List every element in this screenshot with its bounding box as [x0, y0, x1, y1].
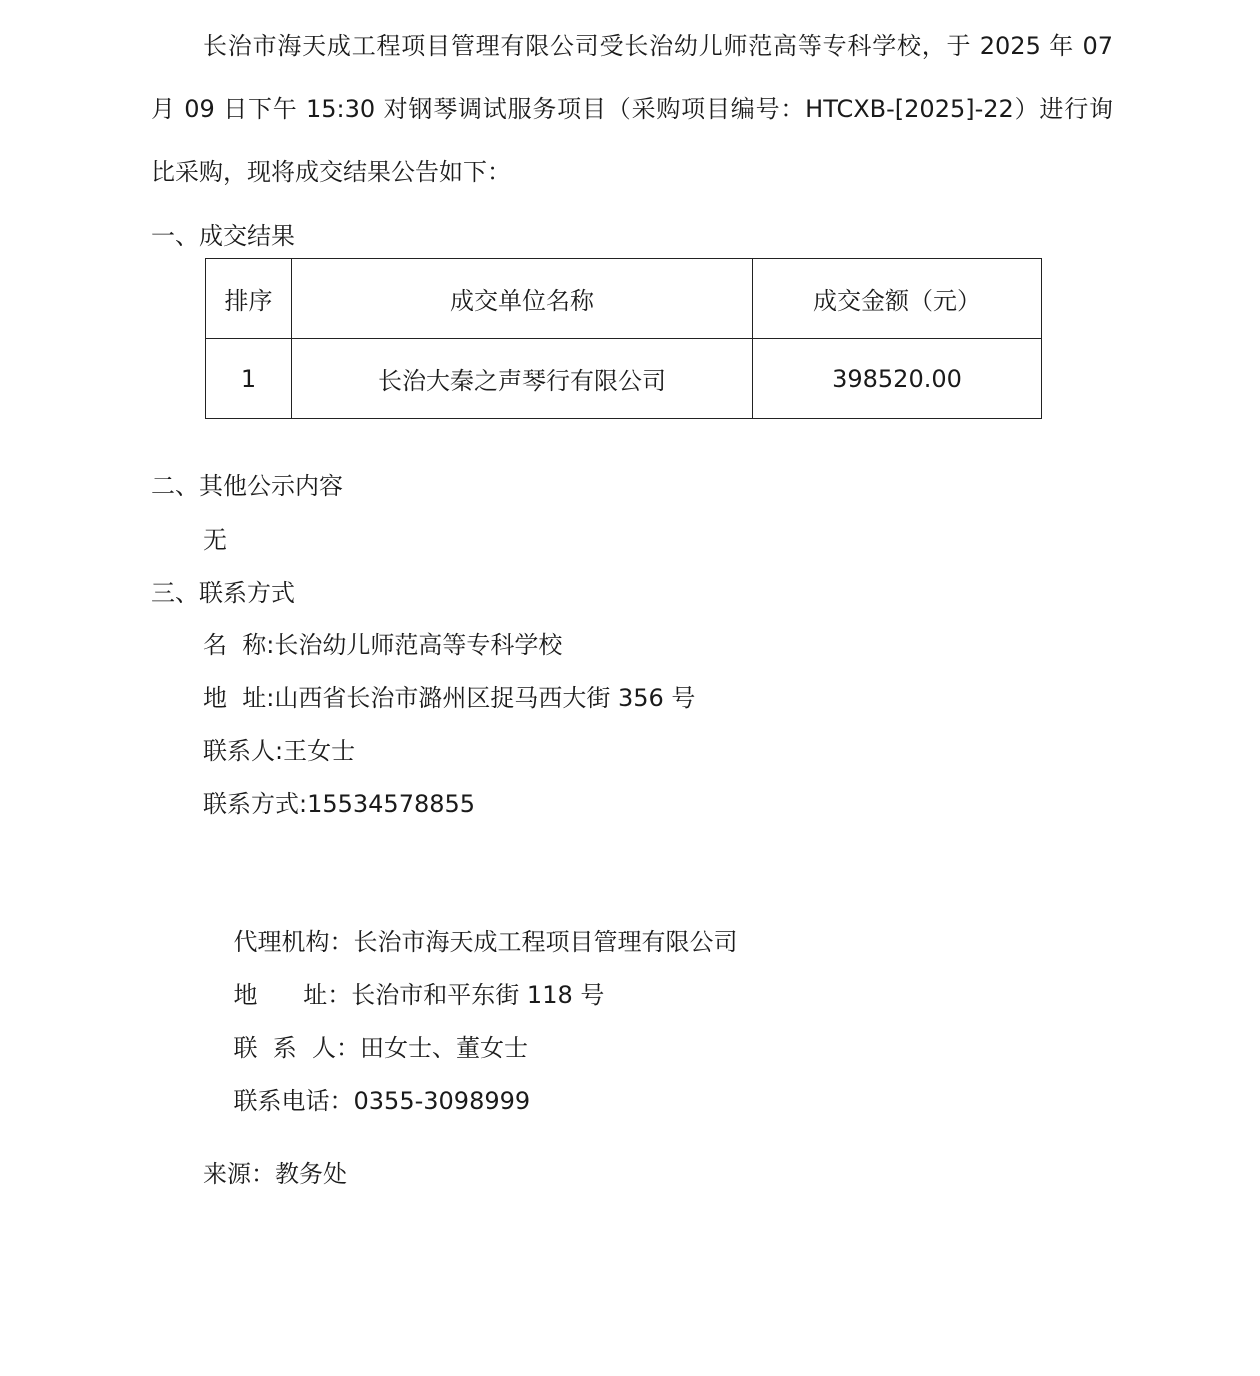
table-header-rank: 排序	[206, 259, 292, 339]
intro-line-2: 月 09 日下午 15:30 对钢琴调试服务项目（采购项目编号：HTCXB-[2025]-22）进行询	[151, 95, 1113, 123]
table-cell-rank: 1	[206, 339, 292, 419]
purchaser-address: 地 址:山西省长治市潞州区捉马西大街 356 号	[203, 684, 696, 712]
intro-line-1: 长治市海天成工程项目管理有限公司受长治幼儿师范高等专科学校，于 2025 年 07	[203, 32, 1113, 60]
agency-contact-value: 田女士、董女士	[360, 1034, 529, 1062]
result-table	[205, 258, 1042, 419]
source-line: 来源：教务处	[203, 1160, 347, 1188]
section-heading-result: 一、成交结果	[151, 222, 295, 250]
purchaser-phone: 联系方式:15534578855	[203, 790, 476, 818]
table-header-company: 成交单位名称	[292, 259, 753, 339]
agency-address-value: 长治市和平东街 118 号	[351, 981, 605, 1009]
agency-name-label: 代理机构：	[233, 928, 354, 956]
intro-line-3: 比采购，现将成交结果公告如下：	[151, 158, 511, 186]
table-header-row	[206, 259, 1042, 339]
table-row	[206, 339, 1042, 419]
purchaser-name: 名 称:长治幼儿师范高等专科学校	[203, 631, 563, 659]
table-cell-company: 长治大秦之声琴行有限公司	[292, 339, 753, 419]
agency-address-label: 地 址：	[233, 981, 352, 1009]
section-heading-other: 二、其他公示内容	[151, 472, 343, 500]
agency-phone-value: 0355-3098999	[353, 1087, 531, 1115]
other-content: 无	[203, 526, 227, 554]
purchaser-contact: 联系人:王女士	[203, 737, 356, 765]
agency-phone-row	[203, 1053, 530, 1149]
agency-contact-label: 联 系 人：	[233, 1034, 361, 1062]
section-heading-contact: 三、联系方式	[151, 579, 295, 607]
table-cell-amount: 398520.00	[753, 339, 1042, 419]
agency-name-value: 长治市海天成工程项目管理有限公司	[353, 928, 738, 956]
agency-phone-label: 联系电话：	[233, 1087, 354, 1115]
table-header-amount: 成交金额（元）	[753, 259, 1042, 339]
